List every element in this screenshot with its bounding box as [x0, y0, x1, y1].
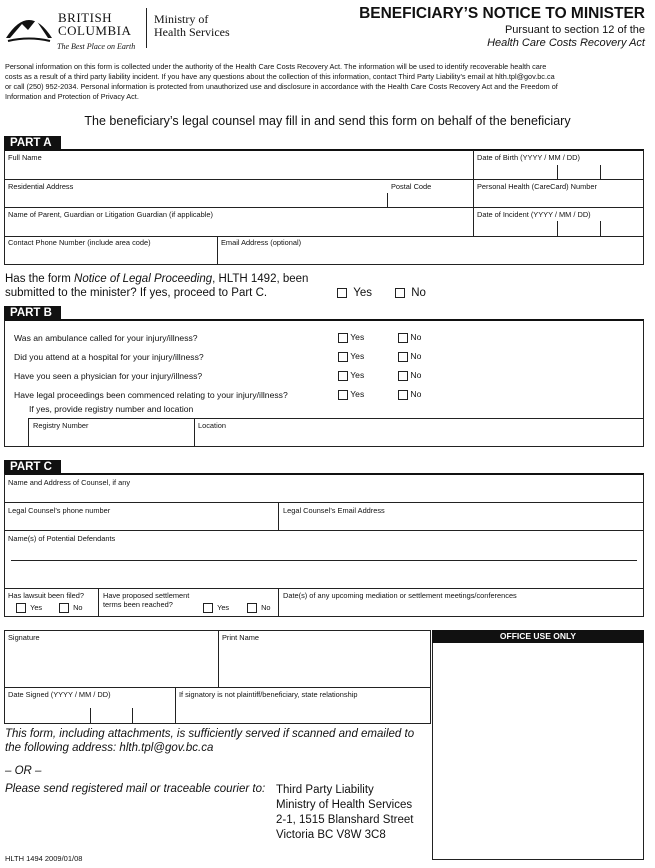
full-name-field[interactable]: Full Name	[8, 153, 42, 162]
logo-line2: COLUMBIA	[58, 23, 132, 38]
physician-yes-checkbox[interactable]	[338, 371, 348, 381]
lawsuit-yes-checkbox[interactable]	[16, 603, 26, 613]
privacy-line1: Personal information on this form is collected under the authority of the Health Care Costs Recovery Act. The information will be used to identify recoverable health care	[5, 62, 547, 71]
guardian-field[interactable]: Name of Parent, Guardian or Litigation Guardian (if applicable)	[8, 210, 213, 219]
ministry-line2: Health Services	[154, 25, 230, 39]
legal-yes-checkbox[interactable]	[338, 390, 348, 400]
q-ambulance: Was an ambulance called for your injury/illness?	[14, 333, 198, 343]
contact-phone-field[interactable]: Contact Phone Number (include area code)	[8, 238, 151, 247]
form-subtitle1: Pursuant to section 12 of the	[504, 24, 645, 36]
hospital-yes-checkbox[interactable]	[338, 352, 348, 362]
email-instructions: This form, including attachments, is sufficiently served if scanned and emailed to the following address: hlth.tpl@gov.bc.ca	[5, 728, 415, 754]
notice-yes-label: Yes	[353, 287, 372, 299]
q-physician: Have you seen a physician for your injury/illness?	[14, 371, 203, 381]
no-label: No	[410, 351, 422, 361]
q-legal: Have legal proceedings been commenced relating to your injury/illness?	[14, 390, 288, 400]
bc-logo	[4, 8, 54, 44]
notice-yes-checkbox[interactable]	[337, 288, 347, 298]
or-divider: – OR –	[5, 765, 42, 777]
privacy-line3: or call (250) 952-2034. Personal information is protected from unauthorized use and disclosure in accordance with the Health Care Costs Recovery Act and the Freedom of	[5, 82, 558, 91]
no-label: No	[410, 370, 422, 380]
privacy-notice	[5, 62, 650, 102]
no-label: No	[410, 332, 422, 342]
intro-text: The beneficiary’s legal counsel may fill in and send this form on behalf of the beneficiary	[84, 114, 571, 128]
mail-instructions: Please send registered mail or traceable courier to:	[5, 783, 266, 795]
legal-no-checkbox[interactable]	[398, 390, 408, 400]
postal-code-field[interactable]: Postal Code	[391, 182, 432, 191]
lawsuit-no-checkbox[interactable]	[59, 603, 69, 613]
office-use-header: OFFICE USE ONLY	[432, 630, 644, 643]
lawsuit-label: Has lawsuit been filed?	[8, 591, 85, 600]
part-c-tab: PART C	[4, 460, 61, 474]
dob-field[interactable]: Date of Birth (YYYY / MM / DD)	[477, 153, 580, 162]
yes-label: Yes	[350, 351, 365, 361]
print-name-field[interactable]: Print Name	[222, 633, 259, 642]
settlement-label: Have proposed settlement terms been reached?	[103, 591, 190, 609]
notice-question: Has the form Notice of Legal Proceeding, HLTH 1492, been submitted to the minister? If yes, proceed to Part C.	[5, 273, 309, 299]
incident-date-field[interactable]: Date of Incident (YYYY / MM / DD)	[477, 210, 591, 219]
date-signed-field[interactable]: Date Signed (YYYY / MM / DD)	[8, 690, 111, 699]
logo-tagline: The Best Place on Earth	[57, 42, 136, 51]
address-field[interactable]: Residential Address	[8, 182, 74, 191]
yes-label: Yes	[350, 332, 365, 342]
registry-followup: If yes, provide registry number and location	[29, 404, 194, 414]
part-b-tab: PART B	[4, 306, 61, 320]
ambulance-yes-checkbox[interactable]	[338, 333, 348, 343]
relationship-field[interactable]: If signatory is not plaintiff/beneficiary, state relationship	[179, 690, 358, 699]
office-use-box	[432, 630, 644, 860]
bc-sun-mountain-icon	[4, 8, 54, 44]
counsel-field[interactable]: Name and Address of Counsel, if any	[8, 478, 131, 487]
q-hospital: Did you attend at a hospital for your injury/illness?	[14, 352, 204, 362]
yes-label: Yes	[350, 370, 365, 380]
hospital-no-checkbox[interactable]	[398, 352, 408, 362]
logo-divider	[146, 8, 147, 48]
ambulance-no-checkbox[interactable]	[398, 333, 408, 343]
email-field[interactable]: Email Address (optional)	[221, 238, 302, 247]
form-subtitle2: Health Care Costs Recovery Act	[487, 37, 645, 49]
part-a-tab: PART A	[4, 136, 61, 150]
form-footer-id: HLTH 1494 2009/01/08	[5, 854, 83, 863]
notice-no-label: No	[411, 287, 426, 299]
location-field[interactable]: Location	[198, 421, 226, 430]
privacy-line4: Information and Protection of Privacy Act.	[5, 92, 139, 101]
phn-field[interactable]: Personal Health (CareCard) Number	[477, 182, 597, 191]
physician-no-checkbox[interactable]	[398, 371, 408, 381]
logo-line1: BRITISH	[58, 10, 113, 25]
registry-number-field[interactable]: Registry Number	[33, 421, 89, 430]
notice-no-checkbox[interactable]	[395, 288, 405, 298]
signature-field[interactable]: Signature	[8, 633, 40, 642]
yes-label: Yes	[350, 389, 365, 399]
defendants-field[interactable]: Name(s) of Potential Defendants	[8, 534, 116, 543]
form-title: BENEFICIARY’S NOTICE TO MINISTER	[359, 5, 645, 22]
mediation-field[interactable]: Date(s) of any upcoming mediation or settlement meetings/conferences	[283, 591, 517, 600]
settlement-no-checkbox[interactable]	[247, 603, 257, 613]
no-label: No	[410, 389, 422, 399]
settlement-yes-checkbox[interactable]	[203, 603, 213, 613]
ministry-line1: Ministry of	[154, 12, 209, 26]
privacy-line2: costs as a result of a third party liability incident. If you have any questions about the collection of this information, contact Third Party Liability’s email at hlth.tpl@gov.bc.ca	[5, 72, 555, 81]
counsel-email-field[interactable]: Legal Counsel’s Email Address	[283, 506, 385, 515]
counsel-phone-field[interactable]: Legal Counsel’s phone number	[8, 506, 111, 515]
mailing-address: Third Party Liability Ministry of Health Services 2-1, 1515 Blanshard Street Victoria BC V8W 3C8	[276, 784, 414, 841]
